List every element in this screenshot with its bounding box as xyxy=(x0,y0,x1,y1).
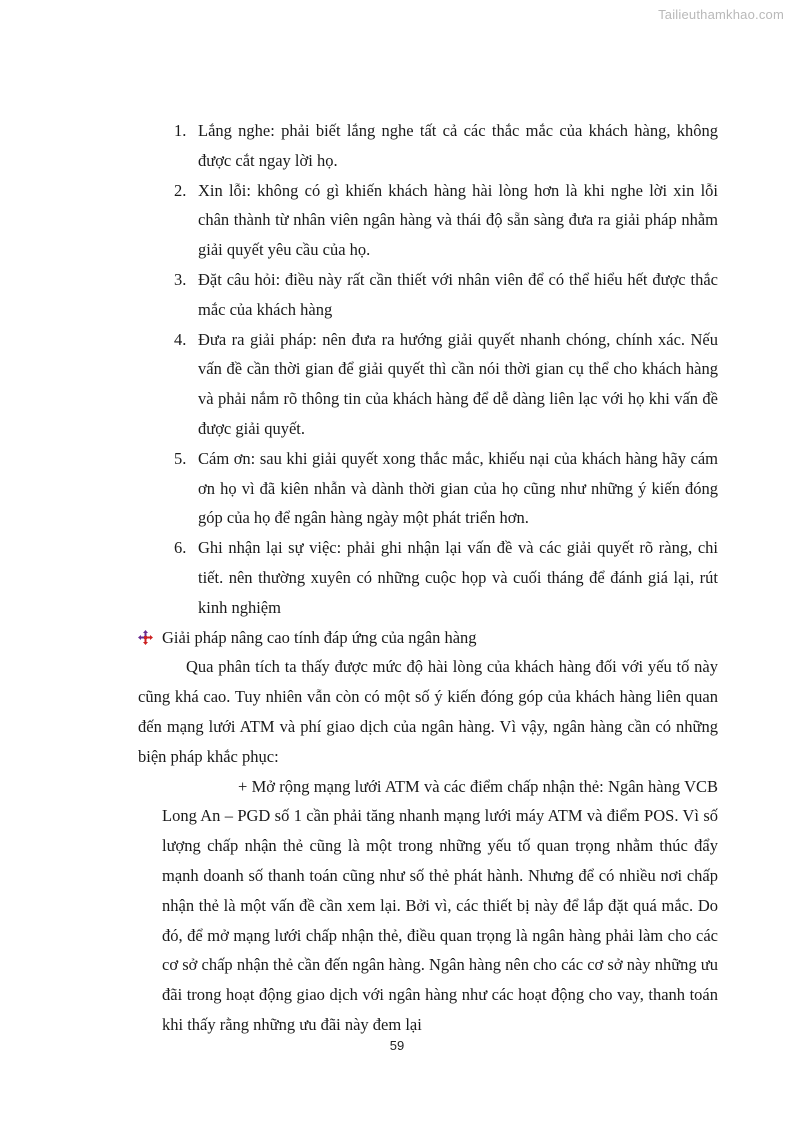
list-item xyxy=(138,116,718,176)
list-number: 1. xyxy=(174,121,187,140)
sub-paragraph: + Mở rộng mạng lưới ATM và các điểm chấp nhận thẻ: Ngân hàng VCB Long An – PGD số 1 cần phải tăng nhanh mạng lưới máy ATM và điểm POS. Vì số lượng chấp nhận thẻ cũng là một trong những yếu tố quan trọng nhằm thúc đẩy mạnh doanh số thanh toán cũng như số thẻ phát hành. Nhưng để có nhiều nơi chấp nhận thẻ là một vấn đề cần xem lại. Bởi vì, các thiết bị này để lắp đặt quá mắc. Do đó, để mở mạng lưới chấp nhận thẻ, điều quan trọng là ngân hàng phải làm cho các cơ sở chấp nhận thẻ cần đến ngân hàng. Ngân hàng nên cho các cơ sở này những ưu đãi trong hoạt động giao dịch với ngân hàng như các hoạt động cho vay, thanh toán khi thấy rằng những ưu đãi này đem lại xyxy=(162,776,718,1034)
list-item xyxy=(138,265,718,325)
bullet-arrow-icon xyxy=(138,630,153,645)
list-number: 4. xyxy=(174,329,187,349)
section-heading xyxy=(138,623,718,653)
list-number: 3. xyxy=(174,269,187,289)
list-text: Lắng nghe: phải biết lắng nghe tất cả các thắc mắc của khách hàng, không được cắt ngay lời họ. xyxy=(198,121,718,170)
list-item xyxy=(138,176,718,265)
list-text: Cám ơn: sau khi giải quyết xong thắc mắc, khiếu nại của khách hàng hãy cám ơn họ vì đã kiên nhẫn và dành thời gian của họ cũng như những ý kiến đóng góp của họ để ngân hàng ngày một phát triển hơn. xyxy=(198,448,718,528)
list-number: 6. xyxy=(174,538,187,558)
page-content xyxy=(138,116,718,1040)
list-text: Ghi nhận lại sự việc: phải ghi nhận lại vấn đề và các giải quyết rõ ràng, chi tiết. nên thường xuyên có những cuộc họp và cuối tháng để đánh giá lại, rút kinh nghiệm xyxy=(198,538,718,617)
list-item xyxy=(138,533,718,622)
list-text: Đưa ra giải pháp: nên đưa ra hướng giải quyết nhanh chóng, chính xác. Nếu vấn đề cần thời gian để giải quyết thì cần nói thời gian cụ thể cho khách hàng và phải nắm rõ thông tin của khách hàng để dễ dàng liên lạc với họ khi vấn đề được giải quyết. xyxy=(198,329,718,438)
list-text: Xin lỗi: không có gì khiến khách hàng hài lòng hơn là khi nghe lời xin lỗi chân thành từ nhân viên ngân hàng và thái độ sẵn sàng đưa ra giải pháp nhằm giải quyết yêu cầu của họ. xyxy=(198,180,718,260)
list-item xyxy=(138,325,718,444)
watermark: Tailieuthamkhao.com xyxy=(658,7,784,22)
numbered-list xyxy=(138,116,718,623)
list-item xyxy=(138,444,718,533)
list-number: 2. xyxy=(174,180,187,200)
list-number: 5. xyxy=(174,448,187,468)
page-number: 59 xyxy=(389,1038,405,1053)
heading-text: Giải pháp nâng cao tính đáp ứng của ngân hàng xyxy=(162,627,477,647)
list-text: Đặt câu hỏi: điều này rất cần thiết với nhân viên để có thể hiểu hết được thắc mắc của khách hàng xyxy=(198,269,718,319)
body-paragraph: Qua phân tích ta thấy được mức độ hài lòng của khách hàng đối với yếu tố này cũng khá cao. Tuy nhiên vẫn còn có một số ý kiến đóng góp của khách hàng liên quan đến mạng lưới ATM và phí giao dịch của ngân hàng. Vì vậy, ngân hàng cần có những biện pháp khắc phục: xyxy=(138,657,718,766)
